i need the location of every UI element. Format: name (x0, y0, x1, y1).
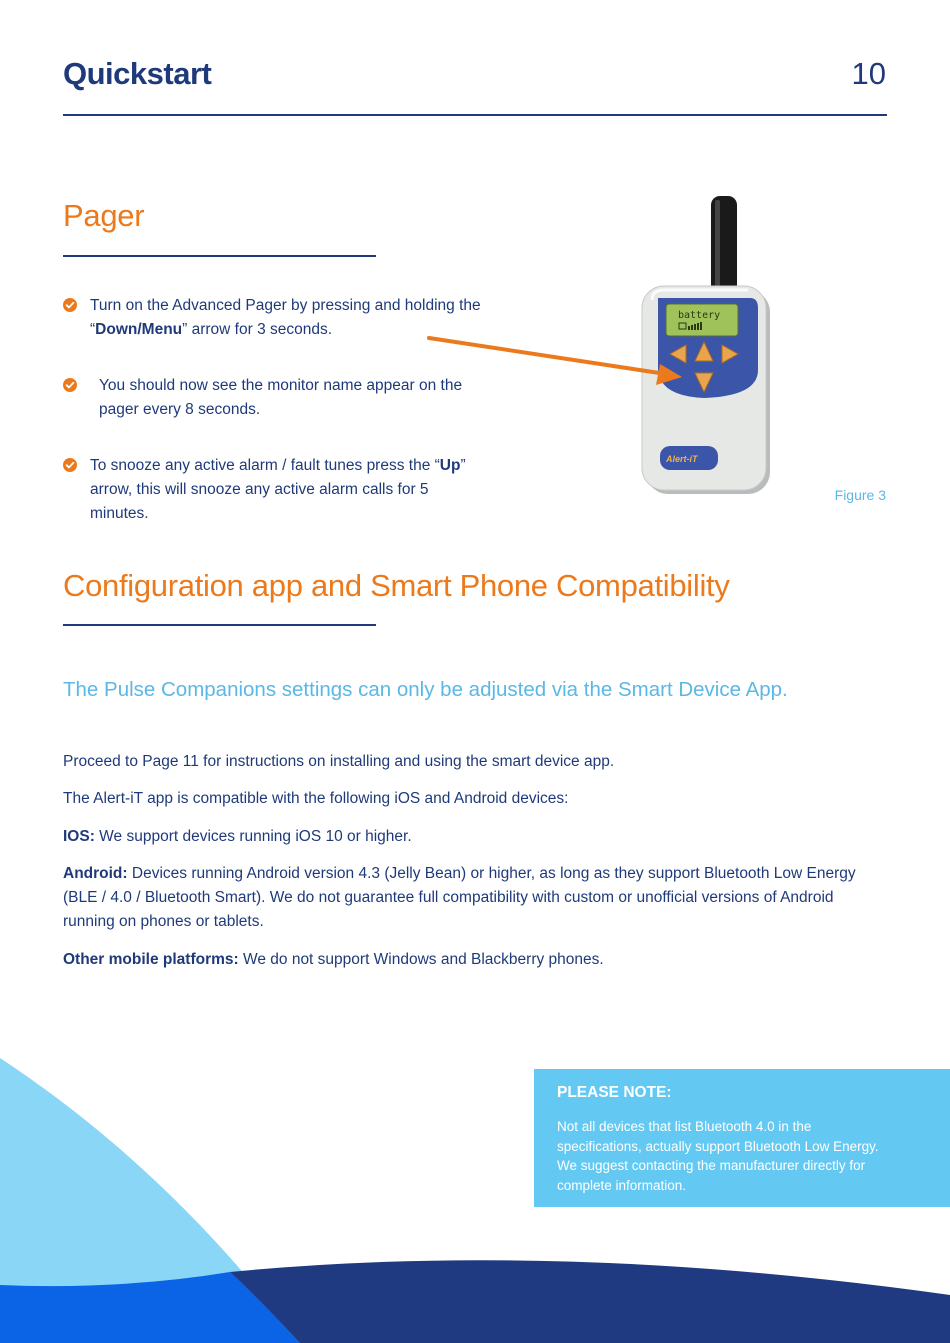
ios-support-paragraph (63, 825, 887, 849)
pager-antenna (711, 196, 737, 296)
ios-text: We support devices running iOS 10 or higher. (94, 828, 412, 845)
config-subtitle: The Pulse Companions settings can only be adjusted via the Smart Device App. (63, 678, 788, 701)
other-platforms-paragraph (63, 948, 887, 972)
pager-bullet-3-text-pre: To snooze any active alarm / fault tunes press the “ (90, 457, 440, 474)
page-header-title: Quickstart (63, 56, 212, 91)
up-label: Up (439, 457, 461, 474)
config-paragraph-2: The Alert-iT app is compatible with the following iOS and Android devices: (63, 790, 569, 807)
check-circle-icon (63, 458, 77, 472)
ios-label: IOS: (63, 828, 95, 845)
other-platforms-label: Other mobile platforms: (63, 951, 239, 968)
other-platforms-text: We do not support Windows and Blackberry phones. (238, 951, 604, 968)
config-heading: Configuration app and Smart Phone Compatibility (63, 568, 730, 603)
pager-bullet-1-text-post: ” arrow for 3 seconds. (182, 321, 333, 338)
header-divider (63, 114, 887, 116)
please-note-title: PLEASE NOTE: (557, 1084, 672, 1101)
page-number: 10 (851, 56, 886, 91)
pager-bullet-3-text-post: ” arrow, this will snooze any active alarm calls for 5 minutes. (90, 457, 466, 522)
check-circle-icon (63, 298, 77, 312)
down-menu-label: Down/Menu (95, 321, 183, 338)
pager-heading: Pager (63, 198, 145, 233)
pointer-arrow-icon (420, 330, 700, 390)
check-circle-icon (63, 378, 77, 392)
pager-screen-text: battery (678, 310, 721, 321)
android-text: Devices running Android version 4.3 (Jelly Bean) or higher, as long as they support Bluetooth Low Energy (BLE / 4.0 / Bluetooth Smart). We do not guarantee full compatibility with custom or unofficial versions of Android running on phones or tablets. (63, 865, 856, 930)
pager-bullet-3 (63, 454, 483, 526)
please-note-box (534, 1069, 950, 1207)
config-paragraph-1: Proceed to Page 11 for instructions on installing and using the smart device app. (63, 753, 615, 770)
figure-caption: Figure 3 (834, 487, 886, 503)
android-support-paragraph (63, 862, 887, 934)
pager-bullet-1-text-pre: Turn on the Advanced Pager by pressing and holding the “ (90, 297, 481, 338)
please-note-body: Not all devices that list Bluetooth 4.0 in the specifications, actually support Bluetooth Low Energy. We suggest contacting the manufacturer directly for complete information. (557, 1119, 879, 1193)
config-heading-divider (63, 624, 376, 626)
pager-logo-text: Alert-iT (666, 454, 698, 464)
android-label: Android: (63, 865, 128, 882)
pager-bullet-2-text: You should now see the monitor name appear on the pager every 8 seconds. (99, 377, 463, 418)
pager-heading-divider (63, 255, 376, 257)
